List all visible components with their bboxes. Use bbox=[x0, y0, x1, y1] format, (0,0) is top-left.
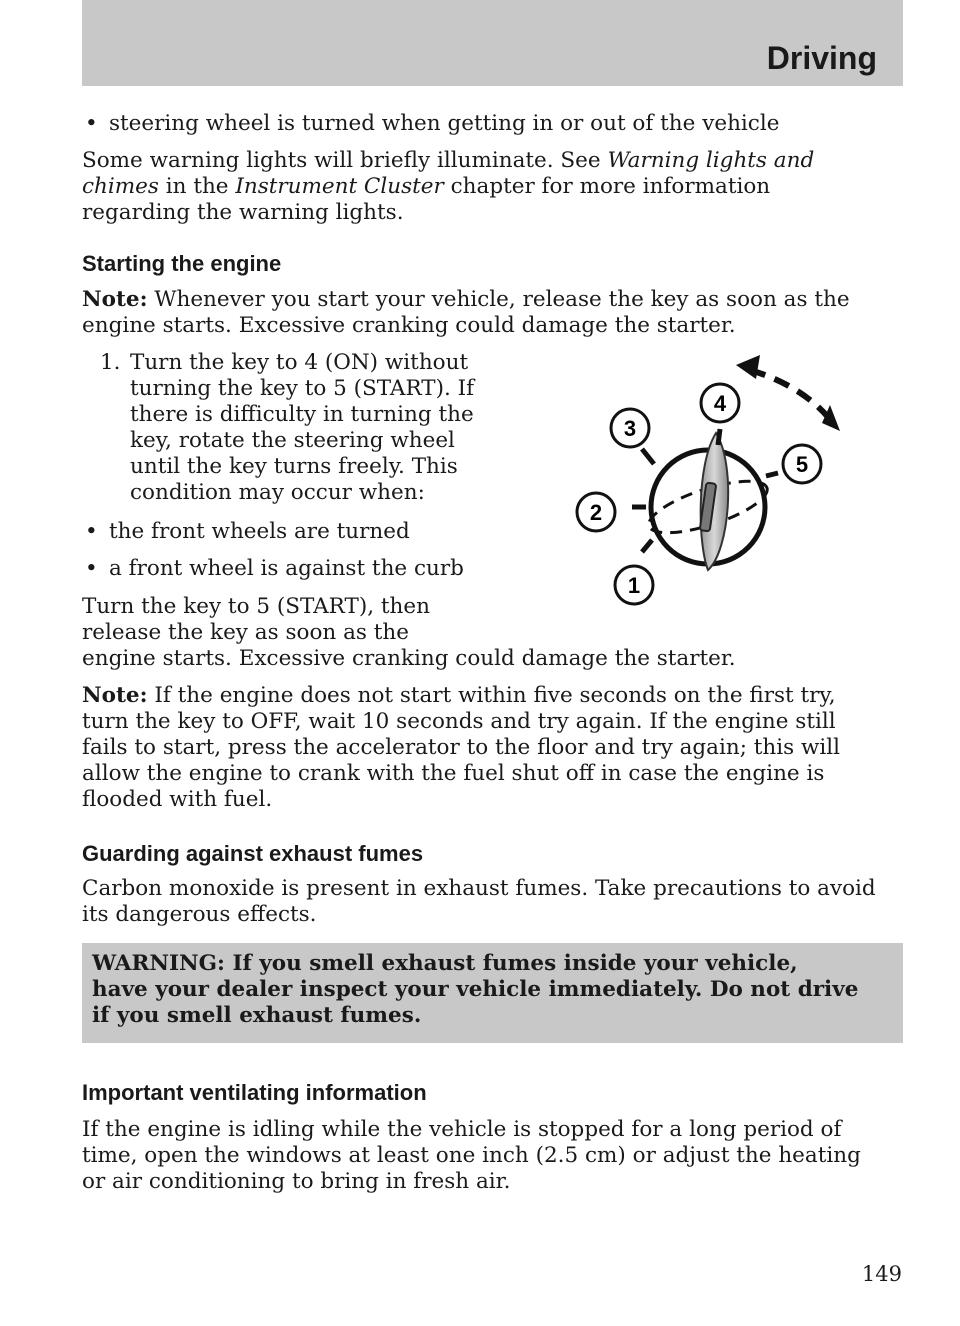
section-title: Driving bbox=[766, 40, 877, 76]
bullet-front-wheels: • the front wheels are turned bbox=[85, 519, 410, 544]
bullet-curb: • a front wheel is against the curb bbox=[85, 556, 464, 581]
bullet-steering: • steering wheel is turned when getting in or out of the vehicle bbox=[85, 111, 780, 136]
position-badge-2 bbox=[577, 493, 615, 531]
bullet-dot: • bbox=[85, 556, 98, 581]
step-1: 1. Turn the key to 4 (ON) without turning the key to 5 (START). If there is difficulty in turning the key, rotate the steering wheel until the key turns freely. This condition may occur when: bbox=[100, 350, 475, 505]
position-badge-5 bbox=[783, 445, 821, 483]
rotation-arrow-icon bbox=[736, 355, 840, 431]
exhaust-paragraph: Carbon monoxide is present in exhaust fumes. Take precautions to avoid its dangerous effects. bbox=[82, 876, 876, 927]
ignition-diagram bbox=[560, 345, 860, 625]
svg-text:4: 4 bbox=[713, 391, 727, 416]
header-band bbox=[82, 0, 903, 86]
warning-text: WARNING: If you smell exhaust fumes inside your vehicle, have your dealer inspect your vehicle immediately. Do not drive if you smell exhaust fumes. bbox=[92, 951, 859, 1028]
warning-lights-paragraph: Some warning lights will briefly illuminate. See Warning lights and chimes in the Instrument Cluster chapter for more information regarding the warning lights. bbox=[82, 148, 815, 225]
svg-text:1: 1 bbox=[627, 573, 641, 598]
ventilating-paragraph: If the engine is idling while the vehicle is stopped for a long period of time, open the windows at least one inch (2.5 cm) or adjust the heating or air conditioning to bring in fresh air. bbox=[82, 1117, 861, 1194]
svg-text:3: 3 bbox=[623, 416, 637, 441]
page-number: 149 bbox=[861, 1262, 902, 1286]
heading-starting-engine: Starting the engine bbox=[82, 251, 282, 276]
bullet-dot: • bbox=[85, 519, 98, 544]
start-paragraph-end: engine starts. Excessive cranking could damage the starter. bbox=[82, 646, 736, 671]
position-badge-3 bbox=[611, 409, 649, 447]
heading-exhaust: Guarding against exhaust fumes bbox=[82, 841, 424, 866]
note-starting: Note: Whenever you start your vehicle, release the key as soon as the engine starts. Excessive cranking could damage the starter. bbox=[82, 287, 850, 338]
heading-ventilating: Important ventilating information bbox=[82, 1080, 427, 1105]
start-paragraph: Turn the key to 5 (START), then release the key as soon as the bbox=[82, 594, 430, 645]
bullet-dot: • bbox=[85, 111, 98, 136]
svg-text:2: 2 bbox=[589, 500, 603, 525]
svg-text:5: 5 bbox=[795, 452, 809, 477]
position-badge-4 bbox=[701, 384, 739, 422]
note-engine-not-start: Note: If the engine does not start within five seconds on the first try, turn the key to OFF, wait 10 seconds and try again. If the engine still fails to start, press the accelerator to the floor and try again; this will allow the engine to crank with the fuel shut off in case the engine is flooded with fuel. bbox=[82, 683, 841, 812]
position-badge-1 bbox=[615, 566, 653, 604]
warning-box bbox=[82, 943, 903, 1043]
